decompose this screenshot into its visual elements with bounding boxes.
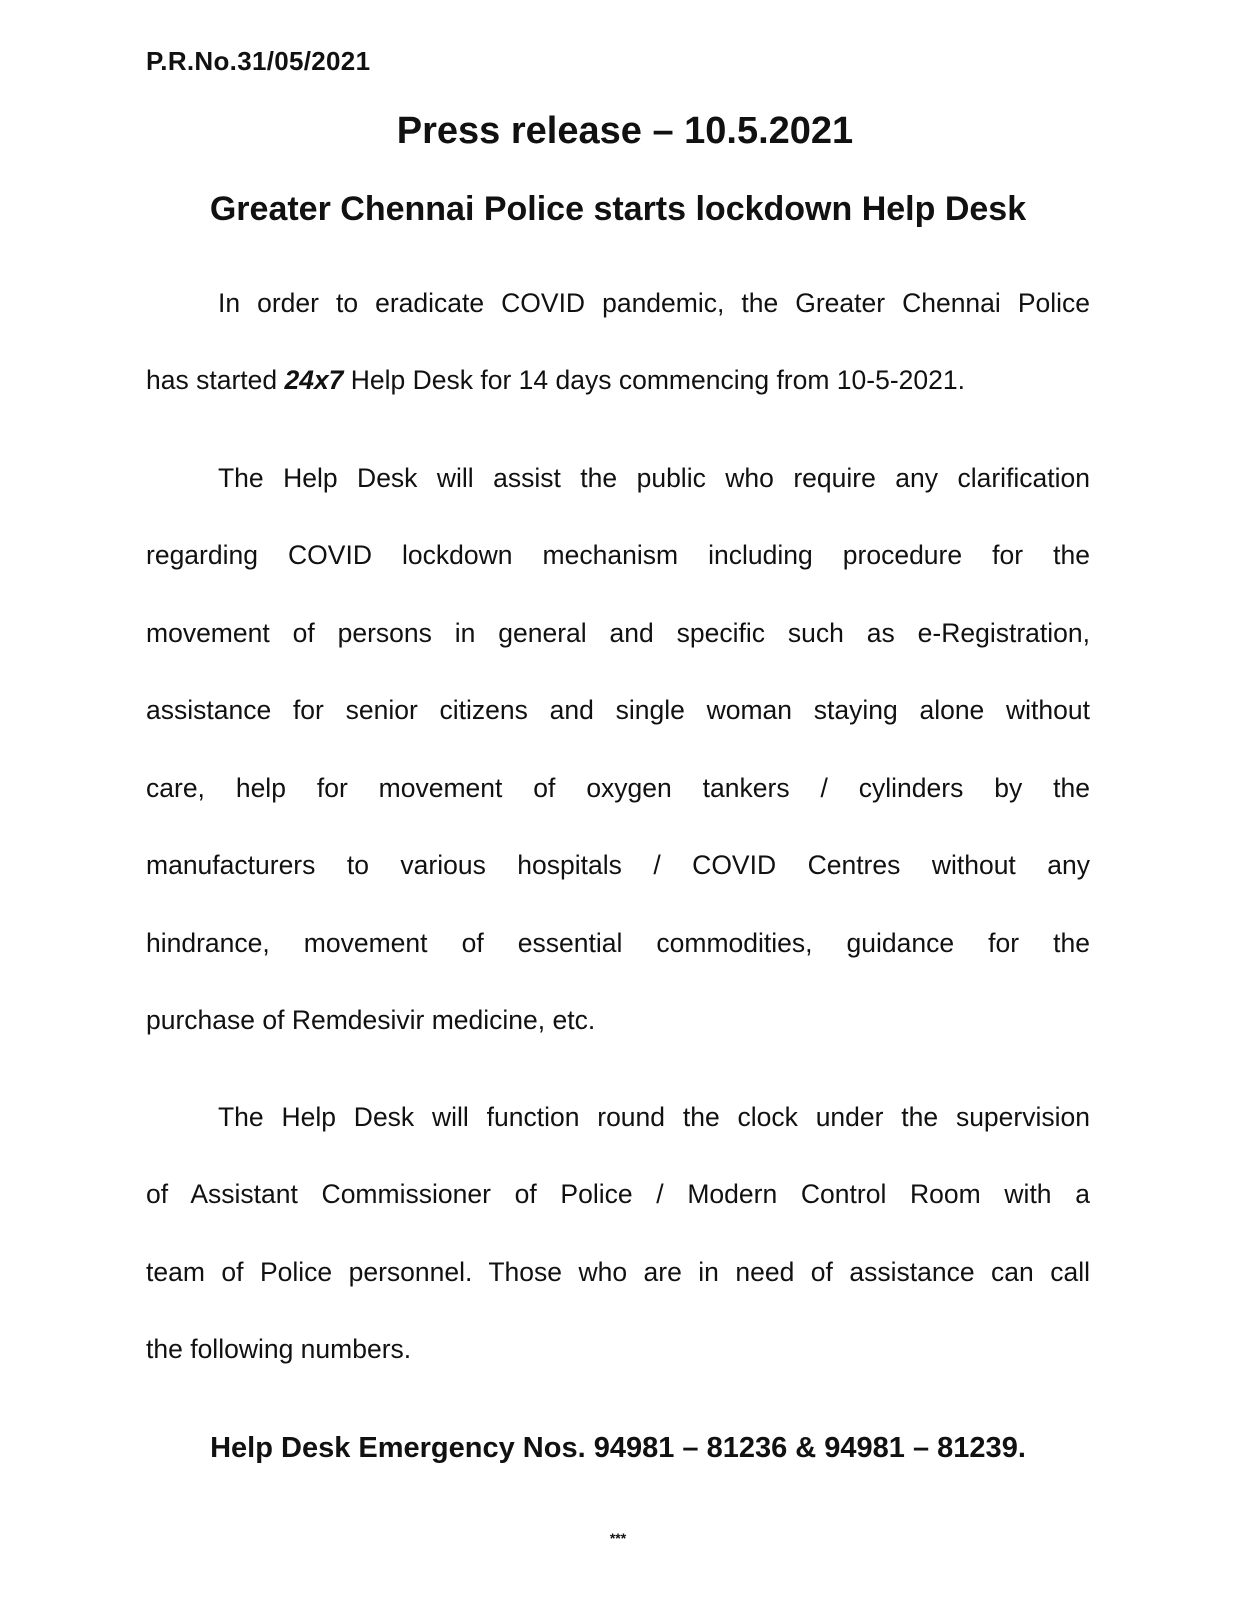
reference-number: P.R.No.31/05/2021 [146, 46, 371, 76]
paragraph-line: regarding COVID lockdown mechanism including procedure for the [146, 540, 1090, 570]
paragraph-line: team of Police personnel. Those who are in need of assistance can call [146, 1257, 1090, 1287]
paragraph-line: the following numbers. [146, 1334, 412, 1364]
end-mark: *** [609, 1530, 627, 1546]
text-run: Help Desk for 14 days commencing from 10-5-2021. [343, 365, 965, 395]
page-title: Press release – 10.5.2021 [396, 110, 854, 152]
paragraph-line: purchase of Remdesivir medicine, etc. [146, 1005, 596, 1035]
paragraph-line [146, 363, 1090, 397]
paragraph-line: of Assistant Commissioner of Police / Modern Control Room with a [146, 1179, 1090, 1209]
paragraph-line: hindrance, movement of essential commodities, guidance for the [146, 928, 1090, 958]
emergency-numbers: Help Desk Emergency Nos. 94981 – 81236 & 94981 – 81239. [210, 1432, 1026, 1464]
paragraph-line: manufacturers to various hospitals / COVID Centres without any [146, 850, 1090, 880]
paragraph-line: In order to eradicate COVID pandemic, the Greater Chennai Police [218, 288, 1090, 318]
page-subtitle: Greater Chennai Police starts lockdown Help Desk [209, 190, 1027, 228]
emphasis-24x7: 24x7 [284, 365, 344, 395]
paragraph-line: The Help Desk will assist the public who require any clarification [218, 463, 1090, 493]
paragraph-line: The Help Desk will function round the clock under the supervision [218, 1102, 1090, 1132]
paragraph-line: care, help for movement of oxygen tankers / cylinders by the [146, 773, 1090, 803]
paragraph-line: movement of persons in general and specific such as e-Registration, [146, 618, 1090, 648]
paragraph-line: assistance for senior citizens and single woman staying alone without [146, 695, 1090, 725]
text-run: has started [146, 365, 285, 395]
